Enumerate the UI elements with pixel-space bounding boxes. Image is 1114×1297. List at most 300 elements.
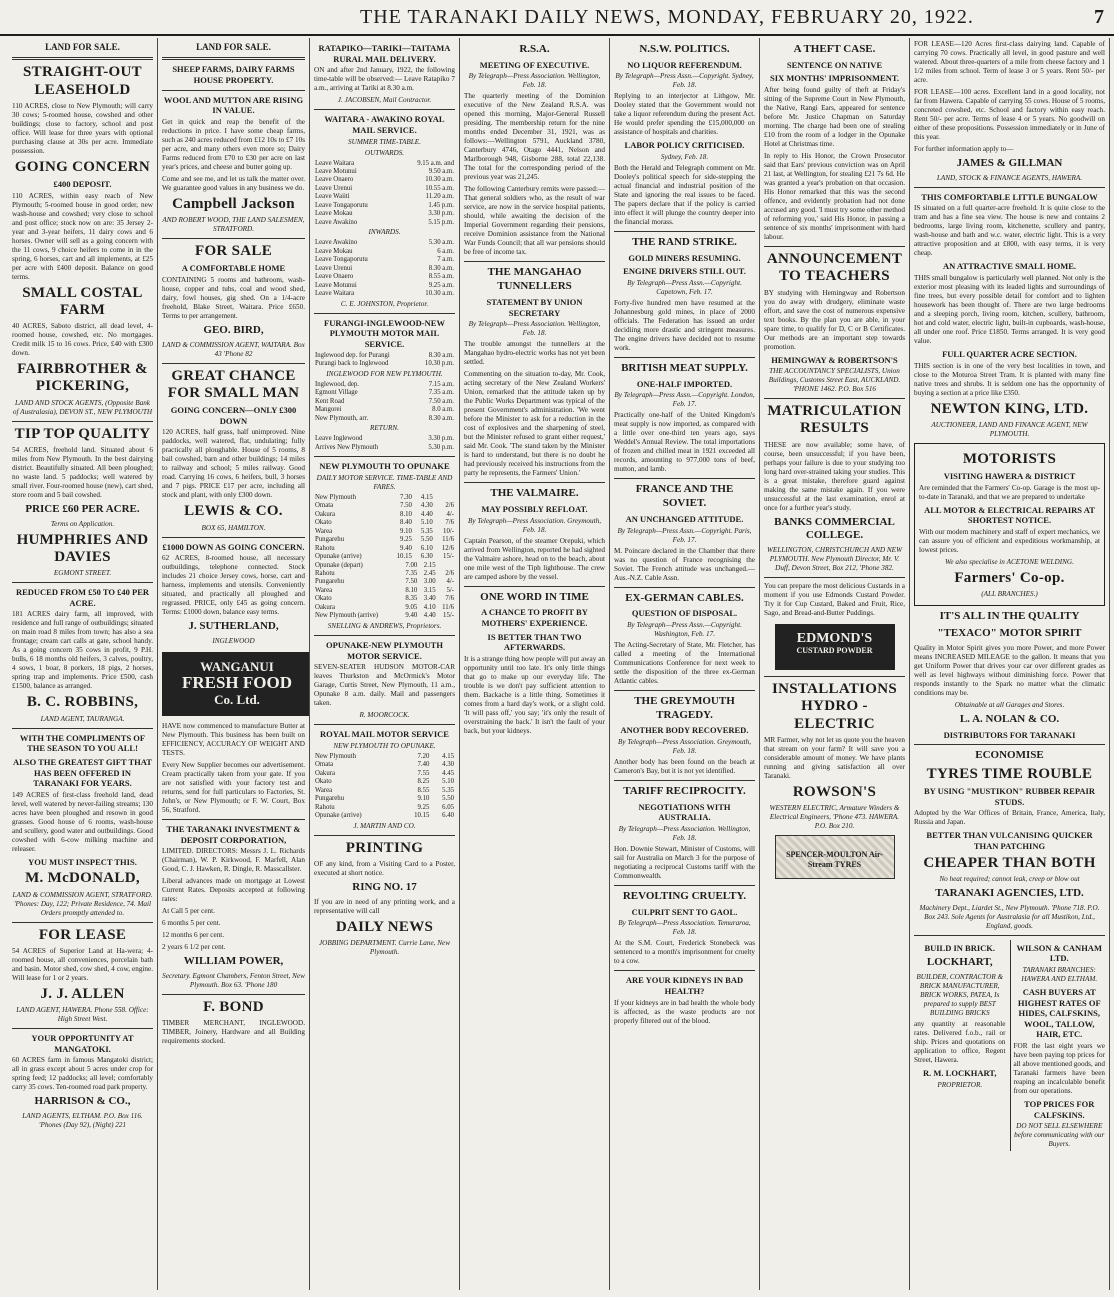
section-label: LAND FOR SALE.: [196, 42, 271, 52]
timetable-cell: 6.10: [420, 544, 433, 552]
divider: [162, 90, 305, 91]
news-byline: By Telegraph—Press Assn.—Copyright. Paris, Feb. 17.: [617, 526, 752, 544]
news-subhead: A CHANCE TO PROFIT BY MOTHERS' EXPERIENCE.: [481, 607, 588, 628]
agent-name: BANKS COMMERCIAL COLLEGE.: [774, 515, 895, 542]
agent-name: M. McDONALD,: [25, 870, 140, 887]
agent-name: LOCKHART,: [926, 956, 993, 969]
agent-address: THE ACCOUNTANCY SPECIALISTS, Union Buildings, Customs Street East, AUCKLAND. 'PHONE 1462. P.O. Box 516: [768, 367, 901, 394]
agent-name: HUMPHRIES AND DAVIES: [16, 531, 149, 565]
timetable-row: [314, 502, 455, 510]
timetable-cell: 5.35: [442, 786, 454, 794]
timetable-cell: Oakura: [315, 510, 336, 518]
timetable-cell: 2.15: [423, 561, 436, 569]
divider: [162, 57, 305, 60]
timetable-cell: [434, 494, 455, 502]
timetable-cell: Opunake (arrive): [315, 812, 362, 820]
ad-headline: IT'S ALL IN THE QUALITY: [939, 610, 1080, 623]
agent-address: PROPRIETOR.: [937, 1080, 983, 1089]
timetable-cell: 3.00: [423, 578, 436, 586]
divider: [314, 456, 455, 457]
ad-body: Obtainable at all Garages and Stores.: [954, 700, 1065, 709]
ad-body: If your kidneys are in bad health the whole body is affected, as the waste products are not properly filtered out of the blood.: [614, 998, 755, 1025]
signature: J. MARTIN AND CO.: [353, 821, 416, 830]
news-body: The Acting-Secretary of State, Mr. Fletcher, has called a meeting of the International Communications Conference for next week to settle the disposition of the three ex-German Atlantic cables.: [614, 640, 755, 685]
divider: [464, 482, 605, 483]
timetable-row: [314, 273, 455, 281]
timetable-cell: 7.35 a.m.: [428, 389, 454, 397]
news-byline: Sydney, Feb. 18.: [660, 153, 709, 161]
timetable-cell: Leave Waitara: [315, 290, 355, 298]
divider: [914, 187, 1105, 188]
timetable-cell: Arrives New Plymouth: [315, 443, 379, 451]
timetable-cell: Purangi back to Inglewood: [315, 360, 389, 368]
rate-row: 12 months 6 per cent.: [162, 931, 225, 940]
timetable-cell: 7.50 a.m.: [428, 397, 454, 405]
rate-row: 6 months 5 per cent.: [162, 919, 221, 928]
timetable-cell: Omata: [315, 502, 334, 510]
ad-body: BY studying with Hemingway and Robertson you do away with drudgery, eliminate waste effort, and save the cost of numerous expensive text books. By the plan you are able, in your spare time, to qualify for D, C or B Certificates. Our methods are an important step towards promotion.: [764, 288, 905, 351]
timetable-cell: 3.40: [423, 595, 436, 603]
news-byline: By Telegraph—Press Association. Wellington, Feb. 18.: [468, 320, 601, 338]
ad-subhead: GOING CONCERN—ONLY £300 DOWN: [170, 405, 297, 426]
news-body: At the S.M. Court, Frederick Stonebeck was sentenced to a month's imprisonment for cruelty to a cow.: [614, 939, 755, 966]
news-byline: By Telegraph—Press Assn.—Copyright. London, Feb. 17.: [614, 391, 755, 409]
timetable-purangi: [314, 352, 455, 369]
timetable-row: [314, 595, 455, 603]
timetable-cell: 4.10: [423, 603, 436, 611]
timetable-cell: 9.40: [405, 612, 418, 620]
logo-line: FRESH FOOD: [181, 673, 293, 693]
timetable-row: [314, 494, 455, 502]
timetable-cell: 5/-: [446, 586, 454, 594]
timetable-cell: 7.30: [400, 493, 412, 501]
ad-headline: MOTORISTS: [962, 450, 1057, 467]
timetable-cell: 15/-: [443, 612, 454, 620]
news-body: Replying to an interjector at Lithgow, Mr. Dooley stated that the Government would not take a liquor referendum during the present Act. He would prefer spending the £15,000,000 on assistance of hospitals and charities.: [614, 92, 755, 137]
timetable-subhead: INWARDS.: [368, 228, 401, 237]
ad-headline: ANNOUNCEMENT TO TEACHERS: [766, 251, 903, 285]
ad-headline: TYRES TIME ROUBLE: [926, 765, 1093, 782]
news-headline: N.S.W. POLITICS.: [639, 43, 730, 55]
ad-headline: ECONOMISE: [975, 749, 1044, 762]
timetable-cell: 5.30 a.m.: [428, 239, 454, 247]
timetable-cell: 6.05: [442, 803, 454, 811]
timetable-cell: New Plymouth (arrive): [315, 612, 379, 620]
timetable-cell: 9.40: [400, 544, 412, 552]
timetable-headline: FURANGI-INGLEWOOD-NEW PLYMOUTH MOTOR MAIL SERVICE.: [324, 317, 445, 350]
notice-body: OF any kind, from a Visiting Card to a Poster, executed at short notice.: [314, 859, 455, 877]
timetable-row: [314, 604, 455, 612]
edmonds-logo: [775, 624, 895, 670]
timetable-cell: 4.30: [420, 502, 433, 510]
timetable-row: [314, 753, 455, 761]
tyre-illustration: [775, 835, 895, 879]
column-news-1: [460, 38, 610, 1290]
farmers-coop-ad: [914, 443, 1105, 606]
timetable-cell: Warea: [315, 786, 333, 794]
ad-body: FOR LEASE—120 Acres first-class dairying land. Capable of carrying 70 cows. Practically all level, in good pasture and well watered. About three-quarters of a mile from cheese factory and 1 1/2 miles from school. Term of lease 3 or 5 years. Rent 50/- per acre.: [914, 40, 1105, 84]
signature: J. JACOBSEN, Mail Contractor.: [337, 96, 432, 105]
agent-address: WESTERN ELECTRIC, Armature Winders & Electrical Engineers, 'Phone 473. HAWERA. P.O. Box 210.: [769, 804, 900, 831]
timetable-cell: 7.00: [405, 561, 418, 569]
news-byline: By Telegraph—Press Assn.—Copyright. Capetown, Feb. 17.: [627, 279, 742, 296]
signature: R. MOORCOCK.: [359, 711, 410, 720]
timetable-cell: 8.30 a.m.: [428, 351, 454, 359]
ad-headline: THIS COMFORTABLE LITTLE BUNGALOW: [921, 191, 1098, 202]
divider: [764, 398, 905, 399]
news-byline: By Telegraph—Press Association. Greymouth, Feb. 18.: [467, 516, 602, 534]
timetable-cell: 9.25: [400, 536, 412, 544]
timetable-cell: Okato: [315, 595, 332, 603]
timetable-row: [314, 219, 455, 227]
timetable-row: [314, 435, 455, 443]
timetable-cell: 5.15 p.m.: [428, 218, 454, 226]
timetable-cell: Leave Tongaporutu: [315, 201, 368, 209]
timetable-row: [314, 202, 455, 210]
timetable-cell: 7.50: [400, 502, 412, 510]
timetable-row: [314, 536, 455, 544]
news-body: Practically one-half of the United Kingdom's meat supply is now imported, as compared with a little over one-third ten years ago, says Weddel's Annual Review. The total importations of frozen and chilled meat in 1921 exceeded all records, amounting to 977,000 tons of beef, mutton, and lamb.: [614, 411, 755, 474]
news-byline: By Telegraph—Press Assn.—Copyright. Sydney, Feb. 18.: [615, 72, 754, 90]
ad-subhead: BETTER THAN VULCANISING QUICKER THAN PATCHING: [926, 830, 1093, 851]
timetable-cell: 7 a.m.: [437, 256, 454, 264]
news-byline: By Telegraph—Press Association. Wellington, Feb. 18.: [468, 72, 601, 90]
timetable-cell: Leave Waitara: [315, 159, 355, 167]
timetable-row: [314, 193, 455, 201]
timetable-cell: 9.10: [400, 527, 412, 535]
timetable-row: [314, 398, 455, 406]
timetable-row: [314, 519, 455, 527]
timetable-cell: 7/6: [445, 595, 454, 603]
timetable-cell: 3.30 p.m.: [428, 210, 454, 218]
timetable-cell: 15/-: [443, 553, 454, 561]
news-subhead: MEETING OF EXECUTIVE.: [479, 59, 590, 70]
timetable-cell: 8.55: [417, 786, 430, 794]
timetable-cell: Rahotu: [315, 803, 335, 811]
news-headline: THE VALMAIRE.: [490, 487, 579, 500]
news-subhead: NEGOTIATIONS WITH AUSTRALIA.: [638, 801, 731, 823]
ad-body: FOR LEASE—100 acres. Excellent land in a good locality, not far from Hawera. Capable of carrying 55 cows. House of 5 rooms, concreted cowshed, etc. School and factory within easy reach. Rent 50/- per acre. Terms of lease 4 or 5 years. No goodwill on either of these propositions. Possession immediately or in June of this year.: [914, 88, 1105, 141]
rate-row: 2 years 6 1/2 per cent.: [162, 943, 226, 952]
divider: [314, 724, 455, 725]
ad-subhead: A COMFORTABLE HOME: [181, 263, 286, 274]
timetable-row: [314, 239, 455, 247]
timetable-subhead: DAILY MOTOR SERVICE. TIME-TABLE AND FARES.: [316, 473, 453, 491]
timetable-row: [314, 787, 455, 795]
timetable-cell: 2/6: [445, 502, 454, 510]
ad-body: With our modern machinery and staff of expert mechanics, we can assure you of efficient and expeditious workmanship, at lowest prices.: [919, 528, 1100, 554]
ad-subhead: DISTRIBUTORS FOR TARANAKI: [943, 729, 1076, 740]
timetable-cell: 8.30 a.m.: [428, 264, 454, 272]
news-body: Another body has been found on the beach at Cameron's Bay, but it is not yet identified.: [614, 758, 755, 775]
timetable-row: [314, 761, 455, 769]
ad-body: Come and see me, and let us talk the matter over. We guarantee good values in any business we do.: [162, 174, 305, 192]
ad-body: any quantity at reasonable rates. Delivered f.o.b., rail or ship. Prices and quotations on application to office, Regent Street, Hawera.: [914, 1020, 1006, 1064]
timetable-cell: 4.40: [420, 510, 433, 518]
timetable-row: [314, 770, 455, 778]
timetable-cell: Leave Urenui: [315, 264, 353, 272]
ad-headline: WITH THE COMPLIMENTS OF THE SEASON TO YOU ALL!: [19, 732, 146, 754]
agent-address: AND ROBERT WOOD, THE LAND SALESMEN, STRATFORD.: [162, 216, 305, 233]
signature: SNELLING & ANDREWS, Proprietors.: [327, 621, 442, 630]
timetable-cell: Warea: [315, 527, 333, 535]
agent-name: Campbell Jackson: [172, 195, 295, 212]
ad-headline: MATRICULATION RESULTS: [767, 403, 902, 437]
timetable-cell: 9.05: [405, 603, 418, 611]
ad-body: TARANAKI BRANCHES: HAWERA AND ELTHAM.: [1021, 965, 1098, 983]
terms-line: Terms on Application.: [50, 519, 115, 528]
agent-address: LAND & COMMISSION AGENT, WAITARA. Box 43 'Phone 82: [162, 340, 305, 358]
timetable-cell: 8.10: [405, 586, 418, 594]
ad-body: Liberal advances made on mortgage at Lowest Current Rates. Deposits accepted at following rates:: [162, 877, 305, 904]
agent-name: WILLIAM POWER,: [183, 955, 284, 968]
ad-headline: REDUCED FROM £50 TO £40 PER ACRE.: [15, 587, 150, 608]
ad-body: You can prepare the most delicious Custards in a moment if you use Edmonds Custard Powder. Try it for Cup Custard, Baked and Fruit, Rice, Sago, and Bread-and-Butter Puddings.: [764, 582, 905, 618]
ad-headline: FOR LEASE: [38, 926, 127, 943]
timetable-cell: 8.30 a.m.: [428, 414, 454, 422]
deposit-rates-list: [162, 907, 305, 952]
agent-name: WILSON & CANHAM LTD.: [1016, 942, 1102, 964]
agent-address: WELLINGTON, CHRISTCHURCH AND NEW PLYMOUTH. New Plymouth Director, Mr. V. Duff, Devon Street, Box 212, 'Phone 382.: [766, 546, 903, 573]
timetable-cell: Opunake (arrive): [315, 553, 362, 561]
masthead-title: THE TARANAKI DAILY NEWS, MONDAY, FEBRUARY 20, 1922.: [360, 6, 974, 28]
timetable-row: [314, 176, 455, 184]
ad-headline: INSTALLATIONS HYDRO - ELECTRIC: [771, 681, 898, 732]
divider: [464, 261, 605, 262]
news-headline: THE RAND STRIKE.: [632, 236, 737, 248]
news-subhead: MAY POSSIBLY REFLOAT.: [481, 503, 588, 514]
news-body: Forty-five hundred men have resumed at the Johannesburg gold mines, in place of 2000 officials. The Federation has issued an order decidiing more drastic and stringent measures. The engine drivers have decided not to resume work.: [614, 299, 755, 352]
ad-body: No heat required; cannot leak, creep or blow out: [939, 874, 1080, 883]
divider: [162, 238, 305, 239]
agent-address: BOX 65, HAMILTON.: [201, 523, 266, 532]
agent-name: R. M. LOCKHART,: [923, 1068, 997, 1078]
masthead: [0, 0, 1114, 36]
divider: [12, 728, 153, 729]
page-number: 7: [1094, 6, 1104, 28]
timetable-cell: Leave Inglewood: [315, 435, 363, 443]
ad-headline: STRAIGHT-OUT LEASEHOLD: [23, 64, 142, 98]
timetable-cell: [437, 562, 455, 570]
timetable-cell: 4/-: [446, 578, 454, 586]
ad-body: HAVE now commenced to manufacture Butter at New Plymouth. This business has been built on EFFICIENCY, ACCURACY OF WEIGHT AND TESTS.: [162, 722, 305, 757]
agent-name: J. J. ALLEN: [40, 985, 125, 1002]
timetable-cell: 5.35: [420, 527, 433, 535]
divider: [162, 537, 305, 538]
news-body: The quarterly meeting of the Dominion executive of the New Zealand R.S.A. was opened this morning, Major-General Russell presiding. The membership return for the nine months ended December 31, 1921, was as follows:—Wellington 5791, Auckland 3780, Canterbury 4746, Otago 4441, Nelson and Marlborough 948, Gisborne 288, total 22,138. The total for the corresponding period of the previous year was 21,245.: [464, 92, 605, 182]
divider: [764, 676, 905, 677]
divider: [764, 577, 905, 578]
ad-subhead: (ALL BRANCHES.): [981, 590, 1038, 599]
ad-headline: YOUR OPPORTUNITY AT MANGATOKI.: [31, 1033, 134, 1054]
news-headline: A THEFT CASE.: [793, 43, 876, 55]
news-subhead: GOLD MINERS RESUMING.: [628, 252, 741, 263]
notice-body: SEVEN-SEATER HUDSON MOTOR-CAR leaves Thurkston and McOrmick's Motor Garage, Curtis Street, New Plymouth, 11 a.m., Opunake 8 a.m. daily. Mail and passengers taken.: [314, 663, 455, 708]
news-byline: By Telegraph—Press Association. Temuraroa, Feb. 18.: [618, 919, 751, 937]
timetable-row: [314, 587, 455, 595]
timetable-row: [314, 553, 455, 561]
timetable-cell: 2/6: [445, 569, 454, 577]
ad-subhead: ALL MOTOR & ELECTRICAL REPAIRS AT SHORTEST NOTICE.: [924, 504, 1095, 526]
news-headline: TARIFF RECIPROCITY.: [623, 785, 746, 797]
timetable-row: [314, 570, 455, 578]
timetable-subhead: INGLEWOOD FOR NEW PLYMOUTH.: [326, 369, 443, 378]
timetable-cell: 4.45: [442, 769, 454, 777]
timetable-cell: 4.40: [423, 612, 436, 620]
timetable-cell: 5.30 p.m.: [428, 443, 454, 451]
timetable-return: [314, 435, 455, 452]
timetable-cell: Egmont Village: [315, 389, 358, 397]
phone-line: RING NO. 17: [352, 880, 417, 893]
divider: [614, 885, 755, 886]
ad-body: Adopted by the War Offices of Britain, France, America, Italy, Russia and Japan.: [914, 809, 1105, 827]
timetable-cell: Leave Waiiti: [315, 193, 350, 201]
timetable-row: [314, 168, 455, 176]
news-body: Captain Pearson, of the steamer Orepuki, which arrived from Wellington, reported he had sighted the Valmaire ashore, head on to the beach, about one mile west of the Tiph lighthouse. The crew are camped ashore by the vessel.: [464, 536, 605, 581]
timetable-cell: 3.30 p.m.: [428, 435, 454, 443]
news-subhead: SIX MONTHS' IMPRISONMENT.: [769, 73, 899, 84]
timetable-cell: Pungarehu: [315, 578, 345, 586]
news-headline: THE GREYMOUTH TRAGEDY.: [634, 694, 735, 721]
timetable-cell: 5.10: [420, 519, 433, 527]
timetable-cell: 8.55 a.m.: [428, 273, 454, 281]
timetable-row: [314, 160, 455, 168]
timetable-cell: Leave Mokau: [315, 247, 353, 255]
timetable-cell: Mangorei: [315, 406, 342, 414]
divider: [12, 582, 153, 583]
agent-address: LAND AGENT, TAURANGA.: [40, 714, 125, 723]
agent-address: JOBBING DEPARTMENT. Currie Lane, New Plymouth.: [318, 938, 451, 956]
timetable-cell: Leave Urenui: [315, 184, 353, 192]
news-byline: By Telegraph—Press Assn.—Copyright. Washington, Feb. 17.: [627, 620, 742, 638]
news-headline: THE MANGAHAO TUNNELLERS: [487, 266, 582, 293]
ad-body: THIS small bungalow is particularly well planned. Not only is the exterior most pleasing with its leaded lights and surroundings of fine trees, but every possible detail for comfort and to lighten housework has been thought of. There are two large bedrooms and a sleeping porch, living room, kitchen, scullery, bathroom, hot and cold water, electric light, built-in cupboards, wash-house, all under one roof. Price £1850. Terms arranged. It is very good value.: [914, 274, 1105, 345]
agent-name: NEWTON KING, LTD.: [930, 400, 1089, 417]
timetable-cell: 4.15: [420, 493, 433, 501]
news-headline: R.S.A.: [519, 43, 550, 55]
ad-headline: AN ATTRACTIVE SMALL HOME.: [942, 261, 1077, 272]
news-subhead: LABOR POLICY CRITICISED.: [624, 140, 745, 151]
agent-address: LAND & COMMISSION AGENT, STRATFORD. 'Phones: Day, 122; Private Residence, 74. Mail Orders promptly attended to.: [12, 890, 153, 917]
timetable-cell: 7.20: [417, 752, 430, 760]
ad-headline: ARE YOUR KIDNEYS IN BAD HEALTH?: [625, 975, 744, 996]
ad-body: 54 ACRES of Superior Land at Ha-wera; 4-roomed house, all conveniences, porcelain bath and basin. Motor shed, cow shed, 4 cow, engine. Will lease for 1 or 2 years.: [12, 946, 153, 982]
ad-headline: THE TARANAKI INVESTMENT & DEPOSIT CORPORATION,: [166, 824, 301, 845]
timetable-row: [314, 282, 455, 290]
divider: [162, 819, 305, 820]
agent-address: INGLEWOOD: [212, 637, 255, 645]
column-land-for-sale-1: [8, 38, 158, 1290]
timetable-cell: 6.40: [442, 812, 454, 820]
timetable-row: [314, 352, 455, 360]
timetable-cell: Kent Road: [315, 397, 345, 405]
timetable-cell: 6 a.m.: [437, 247, 454, 255]
timetable-row: [314, 248, 455, 256]
timetable-row: [314, 360, 455, 368]
timetable-cell: 3.15: [423, 586, 436, 594]
timetable-cell: 8.40: [400, 519, 412, 527]
divider: [914, 744, 1105, 745]
news-subhead: IS BETTER THAN TWO AFTERWARDS.: [487, 631, 582, 653]
ad-body: Are reminded that the Farmers' Co-op. Garage is the most up-to-date in Taranaki, and that we are prepared to undertake: [919, 483, 1100, 501]
timetable-cell: New Plymouth, arr.: [315, 414, 369, 422]
agent-address: Machinery Dept., Liardet St., New Plymouth. 'Phone 718. P.O. Box 243. Sole Agents for Australasia for all Mustikon, Ltd., England, goods.: [919, 903, 1100, 930]
divider: [614, 231, 755, 232]
tyre-ad-label: SPENCER-MOULTON Air-Stream TYRES: [786, 850, 883, 870]
timetable-cell: 9.50 a.m.: [428, 167, 454, 175]
timetable-cell: New Plymouth: [315, 493, 356, 501]
timetable-cell: 11.20 a.m.: [425, 193, 454, 201]
news-subhead: CULPRIT SENT TO GAOL.: [631, 906, 738, 917]
column-timetables: [310, 38, 460, 1290]
timetable-cell: 7.15 a.m.: [428, 380, 454, 388]
timetable-row: [314, 795, 455, 803]
ad-subhead: BY USING "MUSTIKON" RUBBER REPAIR STUDS.: [924, 786, 1095, 807]
news-subhead: AN UNCHANGED ATTITUDE.: [625, 513, 744, 524]
timetable-headline: ROYAL MAIL MOTOR SERVICE: [320, 729, 449, 740]
timetable-cell: Inglewood, dep.: [315, 380, 359, 388]
price-line: PRICE £60 PER ACRE.: [25, 502, 140, 515]
ad-body: MR Farmer, why not let us quote you the heaven that stream on your farm? It will save you a considerable amount of money. We have plants running and giving satisfaction all over Taranaki.: [764, 735, 905, 780]
timetable-cell: 5.50: [442, 795, 454, 803]
ad-body: 54 ACRES, freehold land. Situated about 6 miles from New Plymouth. In the best dairying district. Beautifully situated. All been ploughed; no waste land. 5 paddocks; well watered by small river. Four-roomed house (new), cart shed, store room and 5 bail cowshed.: [12, 445, 153, 499]
timetable-row: [314, 290, 455, 298]
agent-name: GEO. BIRD,: [203, 323, 264, 336]
divider: [314, 835, 455, 836]
divider: [764, 246, 905, 247]
news-subhead: ANOTHER BODY RECOVERED.: [620, 725, 749, 736]
timetable-row: [314, 562, 455, 570]
ad-headline: "TEXACO" MOTOR SPIRIT: [937, 627, 1082, 639]
agent-address: Secretary. Egmont Chambers, Fenton Street, New Plymouth. Box 63. 'Phone 180: [162, 972, 305, 989]
timetable-cell: 1.45 p.m.: [428, 201, 454, 209]
divider: [162, 994, 305, 995]
wilson-canham-ad: [1010, 940, 1106, 1152]
timetable-subhead: NEW PLYMOUTH TO OPUNAKE.: [333, 741, 436, 750]
agent-name: L. A. NOLAN & CO.: [959, 712, 1060, 725]
timetable-cell: 4.30: [442, 761, 454, 769]
timetable-row: [314, 778, 455, 786]
timetable-cell: 7.35: [405, 569, 418, 577]
timetable-cell: Leave Awakino: [315, 218, 358, 226]
agent-name: HARRISON & CO.,: [34, 1095, 131, 1108]
ad-body: Quality in Motor Spirit gives you more Power, and more Power means INCREASED MILEAGE to the gallon. It means that you get Uniform Power that drives your car over different grades as well as level highways without diminishing force. Power that responds instantly to the Spark no matter what the climatic conditions may be.: [914, 643, 1105, 697]
timetable-cell: 12/6: [441, 544, 454, 552]
news-subhead: SENTENCE ON NATIVE: [786, 59, 883, 70]
news-body: It is a strange thing how people will put away an opportunity until too late. It's only little things that go to make up our everyday life. The trouble is we don't pay sufficient attention to them. Backache is a little thing. Sometimes it comes from a hard day's work, or a slight cold. 'It will pass off,' you say; 'it's only the result of overstraining the back.' It isn't the fault of your back, but your kidneys.: [464, 654, 605, 735]
timetable-cell: 10.30 a.m.: [425, 176, 454, 184]
timetable-row: [314, 389, 455, 397]
timetable-row: [314, 578, 455, 586]
ad-body: 149 ACRES of first-class freehold land, dead level, well watered by never-failing streams; 130 acres have been ploughed and resown in good grasses. Good house of 6 rooms, wash-house and scullery, good water and outbuildings. Good cowshed with 6-cow milking machine and releaser.: [12, 790, 153, 853]
logo-line: EDMOND'S: [796, 631, 873, 647]
news-byline: By Telegraph—Press Association. Wellington, Feb. 18.: [618, 825, 751, 842]
ad-body: DO NOT SELL ELSEWHERE before communicating with our Buyers.: [1014, 1122, 1105, 1149]
timetable-cell: Warea: [315, 586, 333, 594]
news-subhead: NO LIQUOR REFERENDUM.: [627, 59, 742, 70]
timetable-cell: 9.25 a.m.: [428, 281, 454, 289]
news-body: The trouble amongst the tunnellers at the Mangahao hydro-electric works has not yet been settled.: [464, 340, 605, 367]
divider: [614, 587, 755, 588]
column-news-2: [610, 38, 760, 1290]
divider: [12, 1028, 153, 1029]
news-body: In reply to His Honor, the Crown Prosecutor said that Ears' previous conviction was on April 21 last, at Wellington, for stealing £21 7s 6d. He was granted a year's probation on that occasion. His Honor remarked that this was the second offence, and evidently probation had not done accused any good. 'I must try some other method of reforming you,' said His Honor, in passing a sentence of six months' imprisonment with hard labour.: [764, 152, 905, 241]
bottom-ads-row: [914, 940, 1105, 1152]
agent-name: FAIRBROTHER & PICKERING,: [17, 361, 148, 395]
timetable-inwards: [314, 239, 455, 298]
agent-name: B. C. ROBBINS,: [26, 694, 139, 711]
notice-body: ON and after 2nd January, 1922, the following time-table will be observed:— Leave Ratapiko 7 a.m., arriving at Tariki at 8.30 a.m.: [314, 66, 455, 93]
